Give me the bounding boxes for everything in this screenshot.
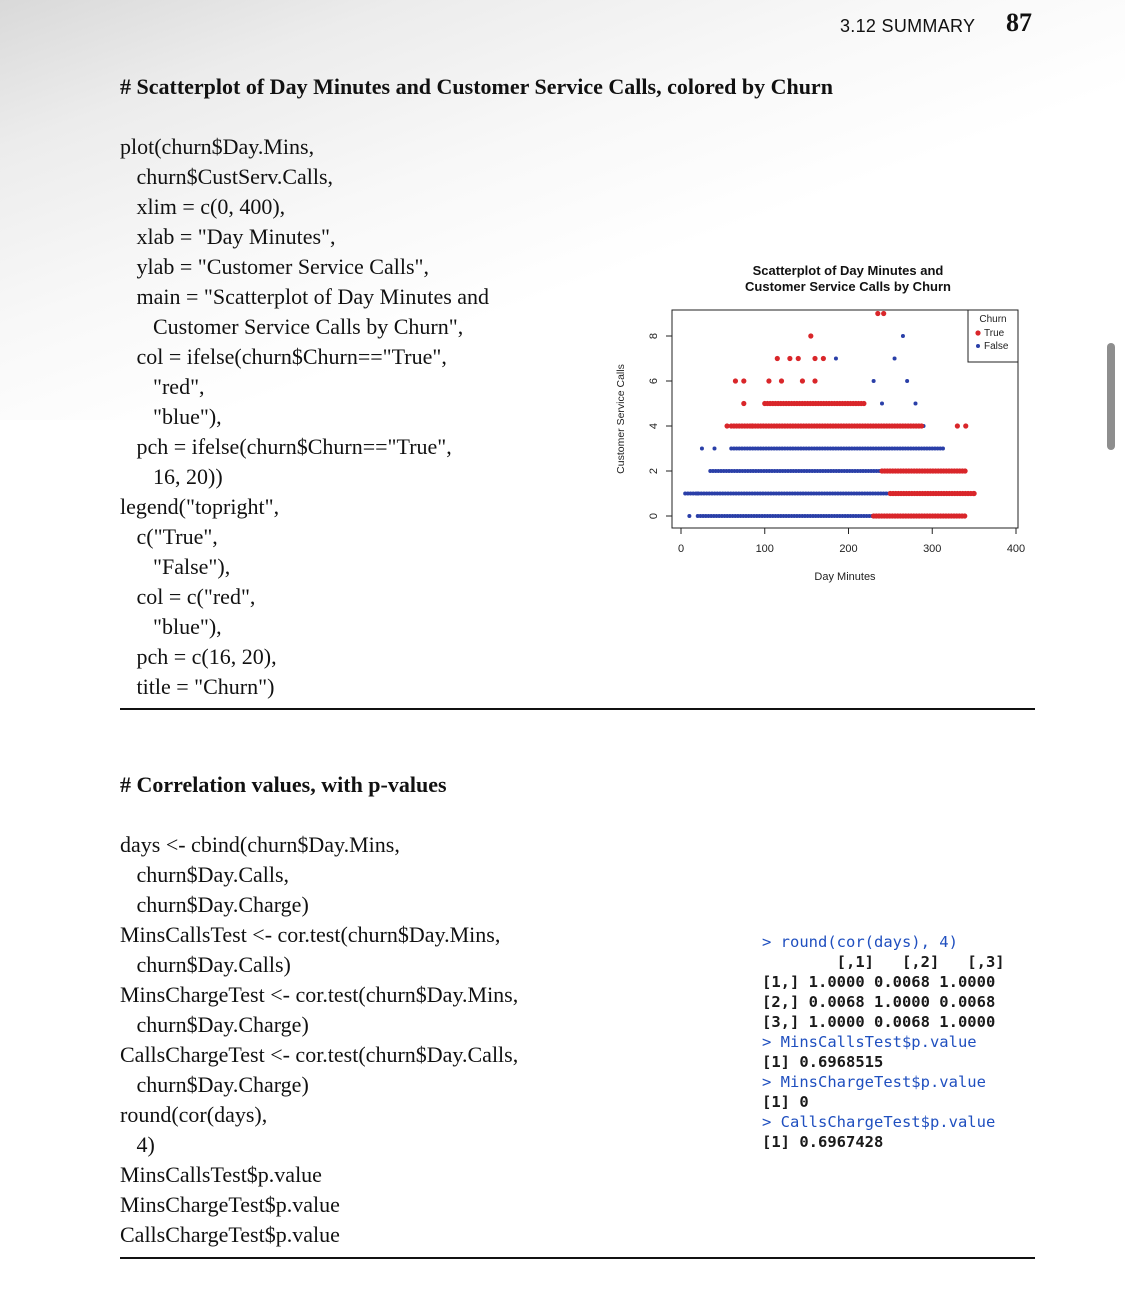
code-line: churn$Day.Charge) (120, 892, 309, 917)
data-point-false (687, 514, 691, 518)
x-tick-label: 400 (1006, 543, 1026, 555)
data-point-true (733, 378, 738, 383)
code-line: "False"), (120, 554, 231, 579)
code-line: MinsCallsTest <- cor.test(churn$Day.Mins, (120, 922, 501, 947)
y-tick-label: 4 (647, 422, 660, 430)
data-point-true (750, 423, 755, 428)
scatterplot-figure (600, 250, 1060, 600)
code-line: col = c("red", (120, 584, 256, 609)
data-point-false (914, 402, 918, 406)
data-point-true (881, 311, 886, 316)
y-tick-label: 0 (647, 512, 660, 520)
scatterplot-code-block (120, 132, 489, 702)
code-line: churn$Day.Calls) (120, 952, 291, 977)
scatterplot-chart (600, 250, 1060, 600)
code-line: churn$CustServ.Calls, (120, 164, 334, 189)
console-output-line: [1] 0 (762, 1093, 809, 1111)
data-point-false (905, 379, 909, 383)
console-output-line: [2,] 0.0068 1.0000 0.0068 (762, 993, 996, 1011)
data-point-true (875, 311, 880, 316)
data-point-true (775, 356, 780, 361)
data-point-true (808, 333, 813, 338)
console-output-line: [,1] [,2] [,3] (762, 953, 1005, 971)
code-line: ylab = "Customer Service Calls", (120, 254, 429, 279)
data-point-false (872, 379, 876, 383)
data-point-true (955, 423, 960, 428)
correlation-code-block (120, 830, 518, 1250)
y-tick-label: 8 (647, 332, 660, 340)
code-line: xlim = c(0, 400), (120, 194, 286, 219)
y-tick-label: 6 (647, 377, 660, 385)
data-point-true (821, 356, 826, 361)
data-point-false (901, 334, 905, 338)
code-line: "red", (120, 374, 205, 399)
code-line: round(cor(days), (120, 1102, 268, 1127)
data-point-true (963, 423, 968, 428)
code-line: plot(churn$Day.Mins, (120, 134, 315, 159)
console-command: > round(cor(days), 4) (762, 933, 958, 951)
code-line: 16, 20)) (120, 464, 223, 489)
data-point-true (962, 468, 967, 473)
data-point-true (861, 401, 866, 406)
code-line: MinsChargeTest$p.value (120, 1192, 340, 1217)
data-point-true (779, 378, 784, 383)
correlation-section-heading: # Correlation values, with p-values (120, 772, 447, 797)
console-output-line: [1,] 1.0000 0.0068 1.0000 (762, 973, 996, 991)
data-point-true (741, 401, 746, 406)
legend-entry-false: False (984, 341, 1009, 352)
x-tick-label: 300 (923, 543, 942, 555)
console-output-line: [3,] 1.0000 0.0068 1.0000 (762, 1013, 996, 1031)
console-output-line: [1] 0.6967428 (762, 1133, 884, 1151)
code-line: "blue"), (120, 614, 222, 639)
data-point-false (700, 447, 704, 451)
data-point-true (800, 378, 805, 383)
data-point-true (919, 423, 924, 428)
data-point-true (812, 378, 817, 383)
code-line: legend("topright", (120, 494, 280, 519)
console-command: > MinsChargeTest$p.value (762, 1073, 986, 1091)
legend-title: Churn (979, 314, 1007, 325)
legend-entry-true: True (984, 328, 1005, 339)
section-divider (120, 708, 1035, 710)
data-point-false (713, 447, 717, 451)
code-line: main = "Scatterplot of Day Minutes and (120, 284, 490, 309)
code-line: churn$Day.Calls, (120, 862, 290, 887)
y-axis-label: Customer Service Calls (615, 364, 627, 474)
code-line: churn$Day.Charge) (120, 1072, 309, 1097)
x-axis-label: Day Minutes (814, 571, 876, 583)
data-point-true (796, 356, 801, 361)
code-line: Customer Service Calls by Churn", (120, 314, 464, 339)
scatterplot-section-heading: # Scatterplot of Day Minutes and Customer Service Calls, colored by Churn (120, 74, 833, 99)
console-output-line: [1] 0.6968515 (762, 1053, 884, 1071)
code-line: col = ifelse(churn$Churn=="True", (120, 344, 447, 369)
data-point-true (787, 356, 792, 361)
data-point-true (724, 423, 729, 428)
data-point-true (962, 513, 967, 518)
code-line: MinsCallsTest$p.value (120, 1162, 322, 1187)
data-point-false (880, 402, 884, 406)
code-line: xlab = "Day Minutes", (120, 224, 336, 249)
console-command: > CallsChargeTest$p.value (762, 1113, 996, 1131)
running-head: 3.12 SUMMARY (840, 16, 976, 36)
x-tick-label: 0 (677, 543, 685, 555)
code-line: c("True", (120, 524, 218, 549)
code-line: pch = ifelse(churn$Churn=="True", (120, 434, 452, 459)
y-tick-label: 2 (647, 467, 660, 475)
chart-title-line: Scatterplot of Day Minutes and (752, 263, 944, 278)
x-tick-label: 200 (839, 543, 858, 555)
code-line: churn$Day.Charge) (120, 1012, 309, 1037)
data-point-false (941, 447, 945, 451)
r-console-output (762, 932, 1005, 1152)
code-line: MinsChargeTest <- cor.test(churn$Day.Mins, (120, 982, 519, 1007)
code-line: "blue"), (120, 404, 222, 429)
code-line: days <- cbind(churn$Day.Mins, (120, 832, 400, 857)
data-point-true (766, 378, 771, 383)
data-point-false (696, 492, 700, 496)
code-line: 4) (120, 1132, 155, 1157)
section-divider-bottom (120, 1257, 1035, 1259)
code-line: CallsChargeTest$p.value (120, 1222, 340, 1247)
page-number: 87 (1006, 8, 1032, 37)
data-point-false (834, 357, 838, 361)
data-point-true (741, 378, 746, 383)
data-point-true (972, 491, 977, 496)
legend-marker-true (975, 330, 980, 335)
scrollbar[interactable] (1107, 343, 1115, 450)
code-line: pch = c(16, 20), (120, 644, 277, 669)
code-line: CallsChargeTest <- cor.test(churn$Day.Calls, (120, 1042, 519, 1067)
data-point-false (893, 357, 897, 361)
code-line: title = "Churn") (120, 674, 275, 699)
legend-marker-false (976, 344, 980, 348)
console-command: > MinsCallsTest$p.value (762, 1033, 977, 1051)
x-tick-label: 100 (755, 543, 774, 555)
data-point-true (812, 356, 817, 361)
chart-title-line: Customer Service Calls by Churn (745, 279, 951, 294)
